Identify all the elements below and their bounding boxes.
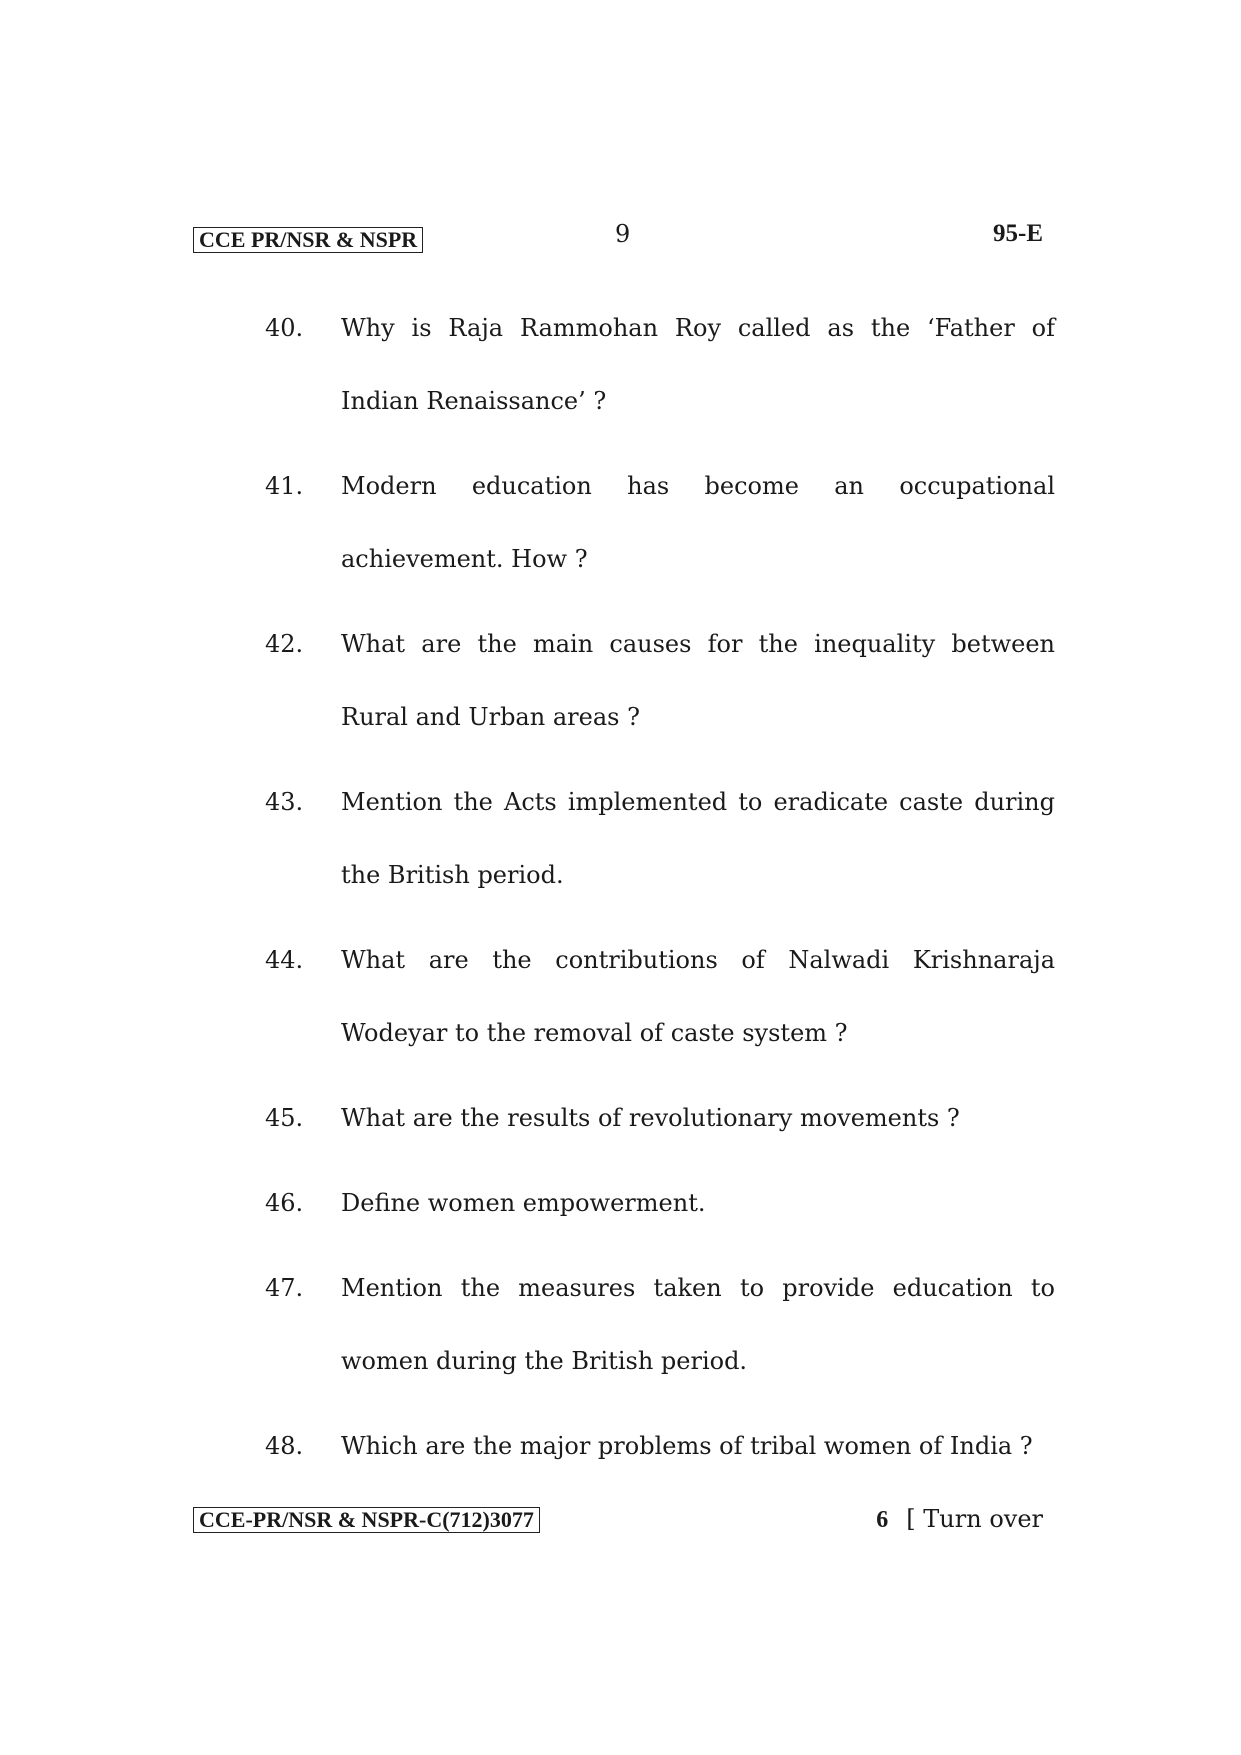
question-40 [265, 292, 1055, 438]
question-44 [265, 924, 1055, 1070]
sheet-number: 6 [876, 1507, 889, 1533]
page-footer [193, 1503, 1043, 1539]
question-42 [265, 608, 1055, 754]
question-text: Define women empowerment. [341, 1189, 706, 1217]
question-number: 45. [265, 1104, 304, 1132]
turn-over-text: [ Turn over [906, 1505, 1043, 1533]
question-number: 42. [265, 630, 304, 658]
question-text: Mention the measures taken to provide education to women during the British period. [341, 1274, 1055, 1375]
header-exam-code: CCE PR/NSR & NSPR [193, 227, 423, 253]
question-number: 47. [265, 1274, 304, 1302]
question-48 [265, 1410, 1055, 1483]
question-number: 48. [265, 1432, 304, 1460]
question-number: 41. [265, 472, 304, 500]
question-number: 44. [265, 946, 304, 974]
footer-exam-code: CCE-PR/NSR & NSPR-C(712)3077 [193, 1507, 540, 1533]
question-46 [265, 1167, 1055, 1240]
question-45 [265, 1082, 1055, 1155]
question-47 [265, 1252, 1055, 1398]
paper-code: 95-E [993, 220, 1043, 247]
question-text: Why is Raja Rammohan Roy called as the ‘Father of Indian Renaissance’ ? [341, 314, 1055, 415]
question-text: Modern education has become an occupational achievement. How ? [341, 472, 1055, 573]
question-text: Mention the Acts implemented to eradicate caste during the British period. [341, 788, 1055, 889]
question-text: What are the contributions of Nalwadi Krishnaraja Wodeyar to the removal of caste system ? [341, 946, 1055, 1047]
page-header [193, 220, 1043, 260]
question-list [265, 292, 1055, 1483]
question-41 [265, 450, 1055, 596]
question-number: 40. [265, 314, 304, 342]
turn-over-note [876, 1503, 1043, 1536]
question-number: 43. [265, 788, 304, 816]
question-text: What are the main causes for the inequality between Rural and Urban areas ? [341, 630, 1055, 731]
question-43 [265, 766, 1055, 912]
page-number: 9 [615, 220, 631, 248]
question-text: Which are the major problems of tribal women of India ? [341, 1432, 1033, 1460]
question-text: What are the results of revolutionary movements ? [341, 1104, 960, 1132]
question-number: 46. [265, 1189, 304, 1217]
